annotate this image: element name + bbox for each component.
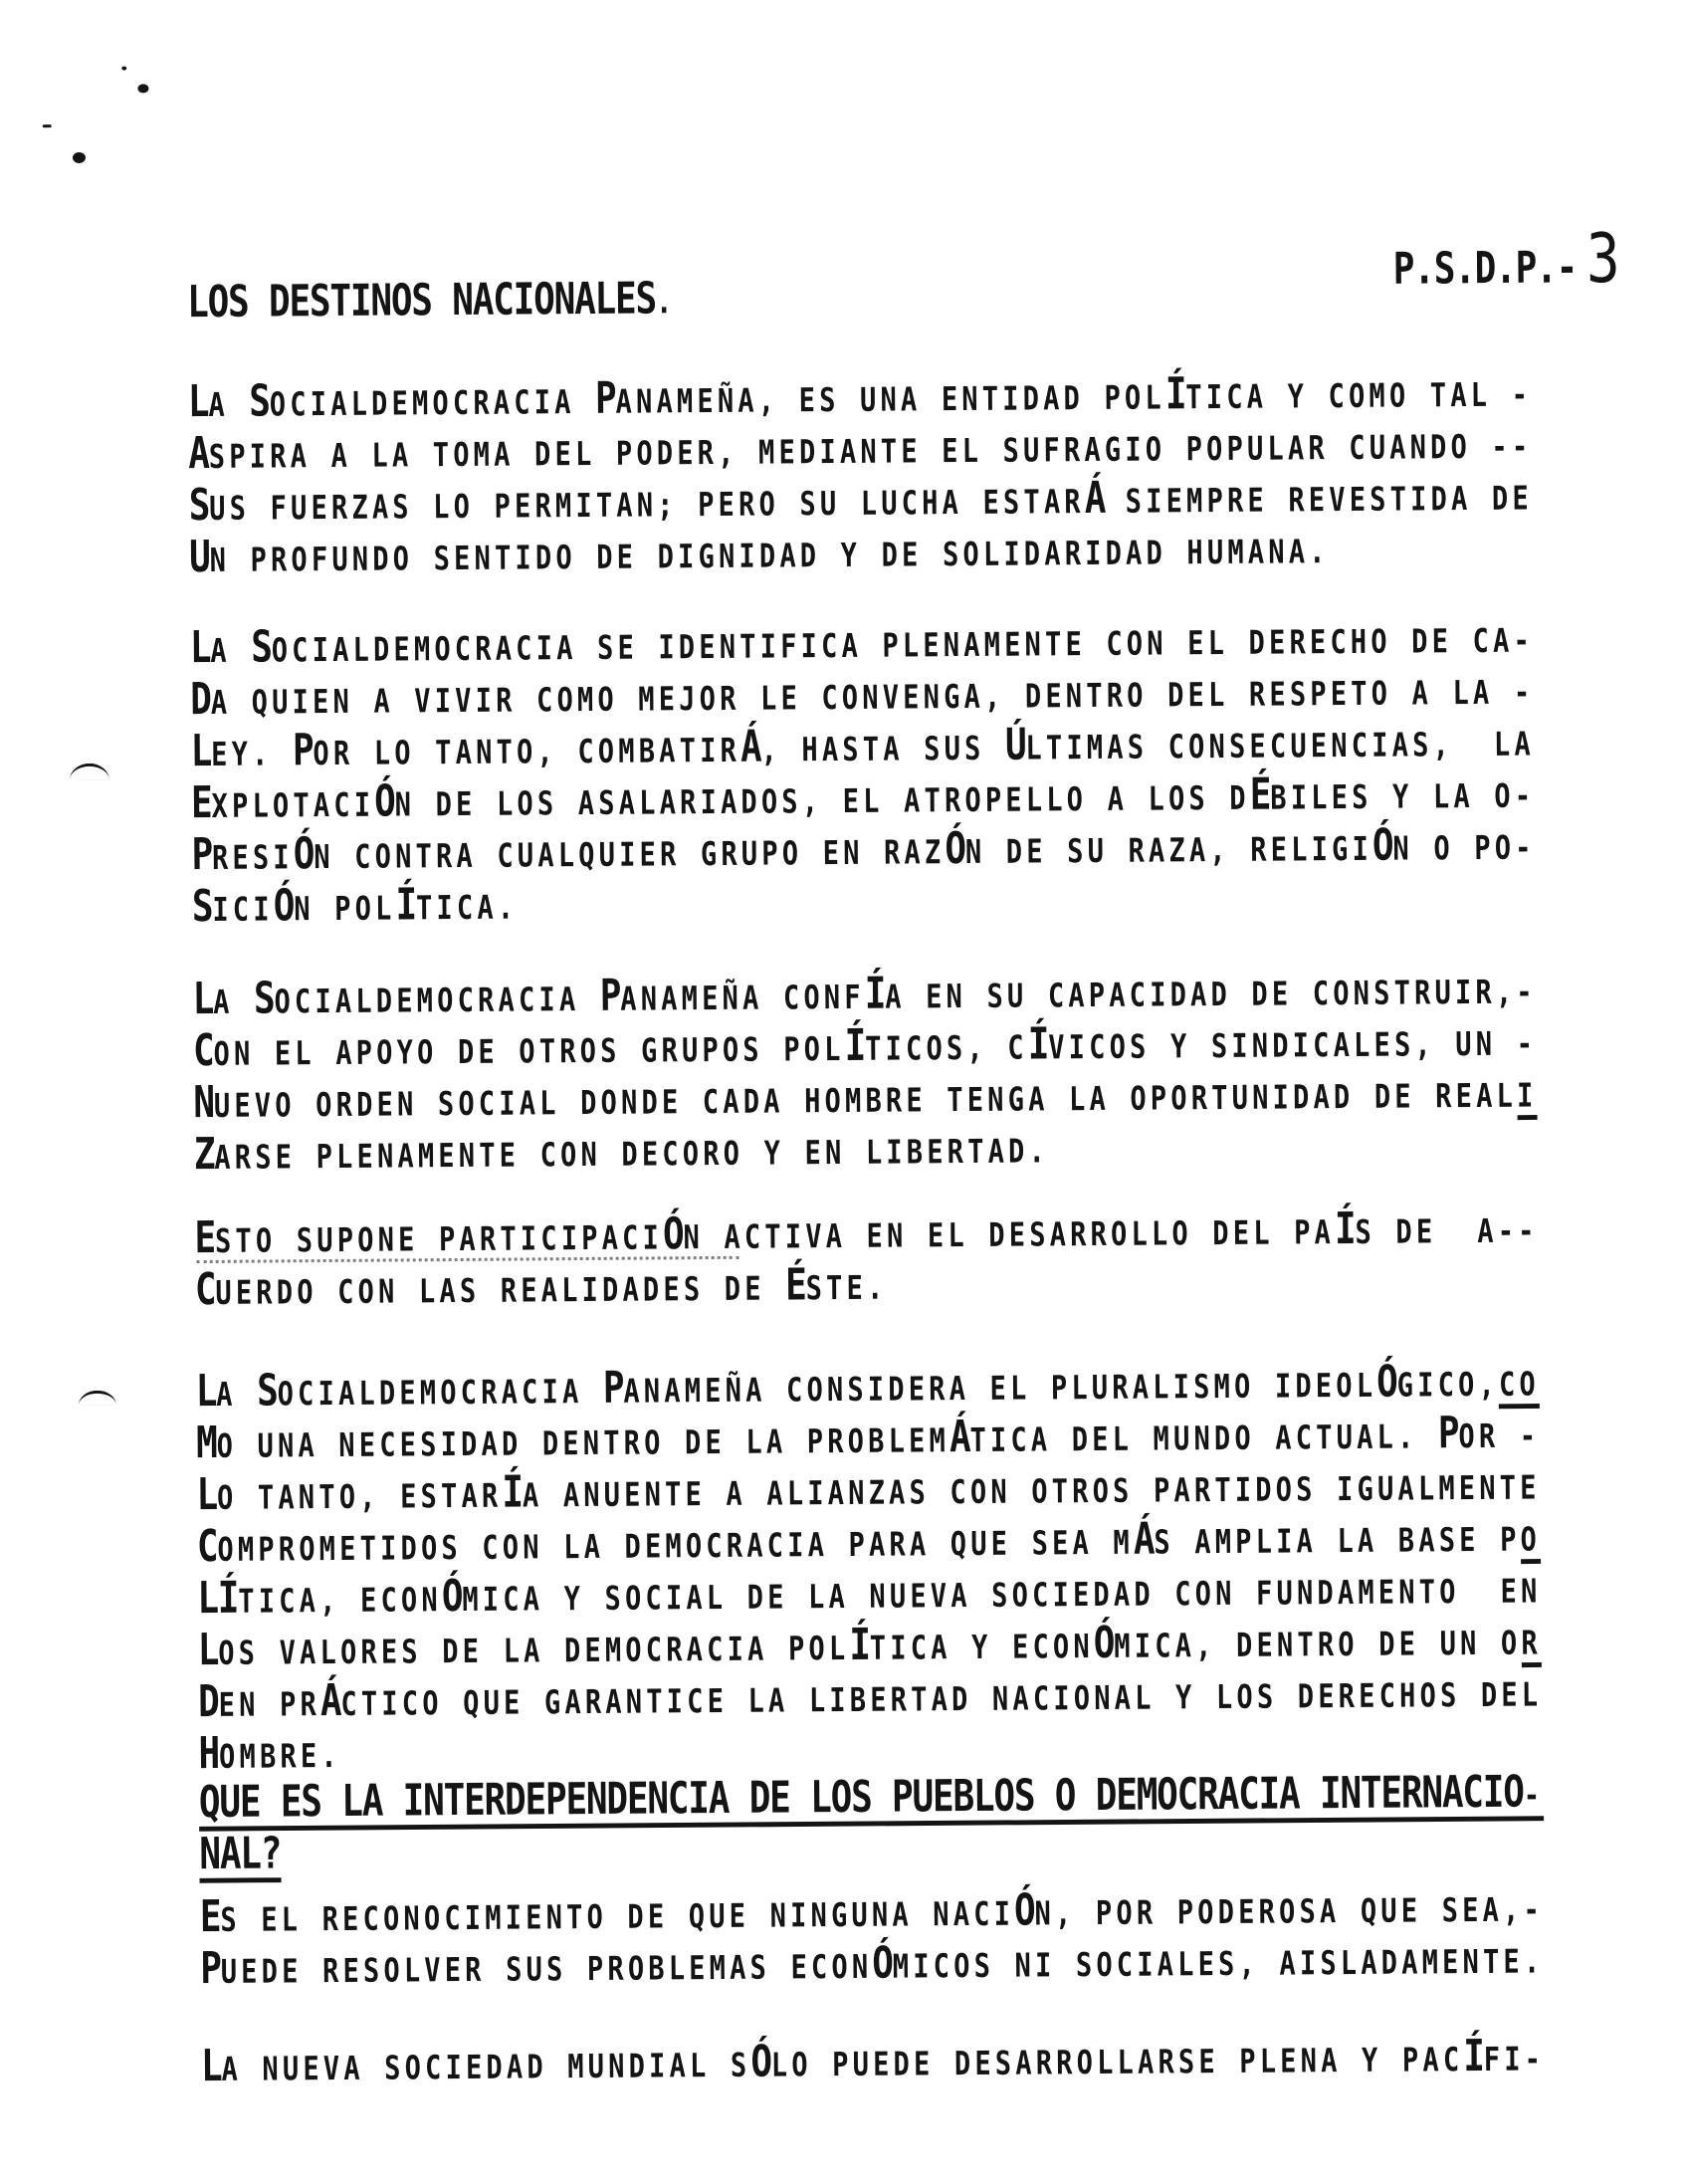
full-cap-run: S [251, 622, 272, 673]
full-cap-run: Ó [872, 1938, 893, 1989]
ink-speck [43, 124, 52, 127]
full-cap-run: Ó [945, 823, 966, 875]
full-cap-run: Á [739, 722, 761, 772]
full-cap-run: Ó [1372, 820, 1393, 871]
full-cap-run: DE [748, 1773, 790, 1824]
full-cap-run: Ó [1093, 1618, 1115, 1669]
full-cap-run: C [194, 1264, 216, 1316]
full-cap-run: Ó [1376, 1357, 1397, 1408]
full-cap-run: Á [1084, 473, 1106, 525]
full-cap-run: P [599, 971, 621, 1021]
full-cap-run: C [192, 1025, 214, 1077]
full-cap-run: Í [1164, 369, 1186, 420]
full-cap-run: P [1437, 1409, 1459, 1459]
full-cap-run: DESTINOS [268, 276, 432, 328]
full-cap-run: Ó [1013, 1885, 1035, 1936]
full-cap-run: Í [1334, 1203, 1356, 1255]
paragraph-4-line: CUERDO CON LAS REALIDADES DE ÉSTE. [194, 1260, 888, 1316]
full-cap-run: P [594, 373, 616, 424]
full-cap-run: Ó [273, 881, 295, 932]
full-cap-run: Í [1027, 1019, 1049, 1070]
full-cap-run: N [193, 1077, 215, 1129]
paragraph-1-line: ASPIRA A LA TOMA DEL PODER, MEDIANTE EL SUFRAGIO POPULAR CUANDO -- [188, 428, 1533, 480]
margin-arc-mark [79, 1391, 116, 1406]
full-cap-run: P [191, 829, 213, 881]
full-cap-run: Í [849, 1620, 871, 1670]
full-cap-run: C [196, 1521, 218, 1573]
page-header [1311, 170, 1620, 351]
full-cap-run: S [249, 376, 270, 427]
paragraph-5-line: LA SOCIALDEMOCRACIA PANAMEÑA CONSIDERA EL PLURALISMO IDEOLÓGICO,CO [195, 1357, 1541, 1418]
full-cap-run: P [602, 1363, 624, 1414]
full-cap-run: ES [280, 1777, 321, 1828]
full-cap-run: L [187, 376, 209, 428]
full-cap-run: DEMOCRACIA [1095, 1769, 1300, 1821]
full-cap-run: Z [193, 1129, 215, 1181]
full-cap-run: INTERNACIO [1319, 1767, 1524, 1820]
full-cap-run: S [253, 974, 275, 1024]
full-cap-run: LA [341, 1776, 383, 1827]
full-cap-run: H [198, 1728, 220, 1780]
full-cap-run: LOS [809, 1772, 872, 1824]
full-cap-run: P [200, 1943, 221, 1995]
full-cap-run: PUEBLOS [891, 1771, 1035, 1823]
section-heading-line [199, 1829, 281, 1879]
page-number: 3 [1585, 219, 1621, 300]
full-cap-run: E [190, 777, 212, 829]
full-cap-run: L [200, 2041, 222, 2092]
hyphenation-underline: R [1521, 1625, 1542, 1667]
full-cap-run: Í [1463, 2031, 1484, 2082]
full-cap-run: L [192, 974, 214, 1025]
full-cap-run: Ó [662, 1209, 684, 1260]
full-cap-run: Á [1133, 1514, 1155, 1565]
full-cap-run: A [188, 428, 209, 480]
full-cap-run: É [784, 1260, 806, 1311]
paragraph-5-line: LO TANTO, ESTARÍA ANUENTE A ALIANZAS CON OTROS PARTIDOS IGUALMENTE [196, 1467, 1541, 1521]
full-cap-run: L [189, 622, 211, 674]
paragraph-2-line: DA QUIEN A VIVIR COMO MEJOR LE CONVENGA, DENTRO DEL RESPETO A LA - [190, 674, 1535, 726]
section-heading-line [199, 1767, 1545, 1828]
full-cap-run: Ó [373, 776, 395, 827]
paragraph-1-line: LA SOCIALDEMOCRACIA PANAMEÑA, ES UNA ENTIDAD POLÍTICA Y COMO TAL - [187, 369, 1533, 428]
paragraph-5-line: LOS VALORES DE LA DEMOCRACIA POLÍTICA Y ECONÓMICA, DENTRO DE UN OR [197, 1618, 1543, 1676]
full-cap-run: Ú [1004, 720, 1026, 770]
ink-speck [121, 67, 126, 71]
full-cap-run: LÍ [197, 1573, 239, 1625]
full-cap-run: Í [502, 1467, 524, 1518]
full-cap-run: D [197, 1676, 219, 1728]
full-cap-run: L [195, 1366, 217, 1418]
full-cap-run: L [196, 1469, 218, 1521]
full-cap-run: M [195, 1418, 217, 1469]
full-cap-run: L [197, 1625, 219, 1676]
paragraph-2-line: LEY. POR LO TANTO, COMBATIRÁ, HASTA SUS ÚLTIMAS CONSECUENCIAS, LA [190, 720, 1535, 777]
margin-arc-mark [70, 764, 109, 780]
full-cap-run: O [1054, 1771, 1076, 1822]
ink-speck [137, 84, 148, 93]
hyphenation-underline: I [1517, 1077, 1538, 1120]
full-cap-run: Í [395, 880, 417, 931]
full-cap-run: U [188, 532, 210, 583]
full-cap-run: QUE [198, 1777, 261, 1829]
full-cap-run: P [292, 726, 314, 776]
intro-line-line: LOS DESTINOS NACIONALES. [186, 274, 677, 328]
paragraph-5-line: MO UNA NECESIDAD DENTRO DE LA PROBLEMÁTICA DEL MUNDO ACTUAL. POR - [195, 1409, 1541, 1469]
full-cap-run: Í [844, 1020, 866, 1071]
hyphenation-underline: O [1520, 1521, 1541, 1564]
full-cap-run: L [190, 726, 212, 777]
full-cap-run: NAL? [199, 1829, 282, 1880]
full-cap-run: LOS [186, 277, 249, 328]
paragraph-2-line: SICIÓN POLÍTICA. [191, 880, 519, 933]
full-cap-run: NACIONALES [452, 274, 657, 327]
full-cap-run: É [1249, 769, 1271, 820]
paragraph-5-line: HOMBRE. [198, 1728, 341, 1780]
full-cap-run: S [188, 480, 210, 532]
full-cap-run: E [199, 1891, 221, 1943]
full-cap-run: Ó [293, 829, 315, 880]
paragraph-5-line: DEN PRÁCTICO QUE GARANTICE LA LIBERTAD NACIONAL Y LOS DERECHOS DEL [197, 1675, 1543, 1728]
full-cap-run: E [194, 1212, 216, 1264]
full-cap-run: Í [864, 969, 886, 1019]
paragraph-3-line: CON EL APOYO DE OTROS GRUPOS POLÍTICOS, CÍVICOS Y SINDICALES, UN - [192, 1019, 1538, 1077]
paragraph-6-line: PUEDE RESOLVER SUS PROBLEMAS ECONÓMICOS NI SOCIALES, AISLADAMENTE. [200, 1938, 1545, 1995]
full-cap-run: Á [949, 1412, 970, 1463]
paragraph-5-line: LÍTICA, ECONÓMICA Y SOCIAL DE LA NUEVA SOCIEDAD CON FUNDAMENTO EN [197, 1571, 1542, 1625]
underlined-heading-text: QUE ES LA INTERDEPENDENCIA DE LOS PUEBLOS O DEMOCRACIA INTERNACIO- [199, 1777, 1545, 1832]
page-header-label: P.S.D.P.- [1392, 243, 1578, 295]
paragraph-3-line: LA SOCIALDEMOCRACIA PANAMEÑA CONFÍA EN SU CAPACIDAD DE CONSTRUIR,- [192, 969, 1537, 1025]
full-cap-run: Á [319, 1675, 341, 1727]
paragraph-4-line: ESTO SUPONE PARTICIPACIÓN ACTIVA EN EL DESARROLLO DEL PAÍS DE A-- [194, 1203, 1539, 1264]
paragraph-3-line: NUEVO ORDEN SOCIAL DONDE CADA HOMBRE TENGA LA OPORTUNIDAD DE REALI [193, 1077, 1538, 1129]
paragraph-2-line: EXPLOTACIÓN DE LOS ASALARIADOS, EL ATROPELLO A LOS DÉBILES Y LA O- [190, 769, 1536, 829]
paragraph-3-line: ZARSE PLENAMENTE CON DECORO Y EN LIBERTAD. [193, 1129, 1050, 1181]
full-cap-run: S [191, 881, 213, 933]
paragraph-2-line: LA SOCIALDEMOCRACIA SE IDENTIFICA PLENAMENTE CON EL DERECHO DE CA- [189, 622, 1535, 674]
paragraph-7-line: LA NUEVA SOCIEDAD MUNDIAL SÓLO PUEDE DESARROLLARSE PLENA Y PACÍFI- [200, 2031, 1546, 2092]
hyphenation-underline: CO [1499, 1366, 1540, 1409]
full-cap-run: INTERDEPENDENCIA [402, 1773, 730, 1827]
full-cap-run: Ó [441, 1571, 463, 1623]
paragraph-1-line: SUS FUERZAS LO PERMITAN; PERO SU LUCHA ESTARÁ SIEMPRE REVESTIDA DE [188, 473, 1533, 532]
full-cap-run: Ó [750, 2037, 772, 2087]
paragraph-1-line: UN PROFUNDO SENTIDO DE DIGNIDAD Y DE SOLIDARIDAD HUMANA. [188, 532, 1330, 583]
paragraph-2-line: PRESIÓN CONTRA CUALQUIER GRUPO EN RAZÓN DE SU RAZA, RELIGIÓN O PO- [191, 820, 1536, 881]
underlined-heading-text [199, 1829, 282, 1883]
paragraph-6-line: ES EL RECONOCIMIENTO DE QUE NINGUNA NACIÓN, POR PODEROSA QUE SEA,- [199, 1885, 1545, 1943]
ink-speck [73, 152, 86, 163]
paragraph-5-line: COMPROMETIDOS CON LA DEMOCRACIA PARA QUE SEA MÁS AMPLIA LA BASE PO [196, 1514, 1542, 1573]
full-cap-run: D [190, 674, 211, 726]
full-cap-run: S [256, 1366, 278, 1417]
